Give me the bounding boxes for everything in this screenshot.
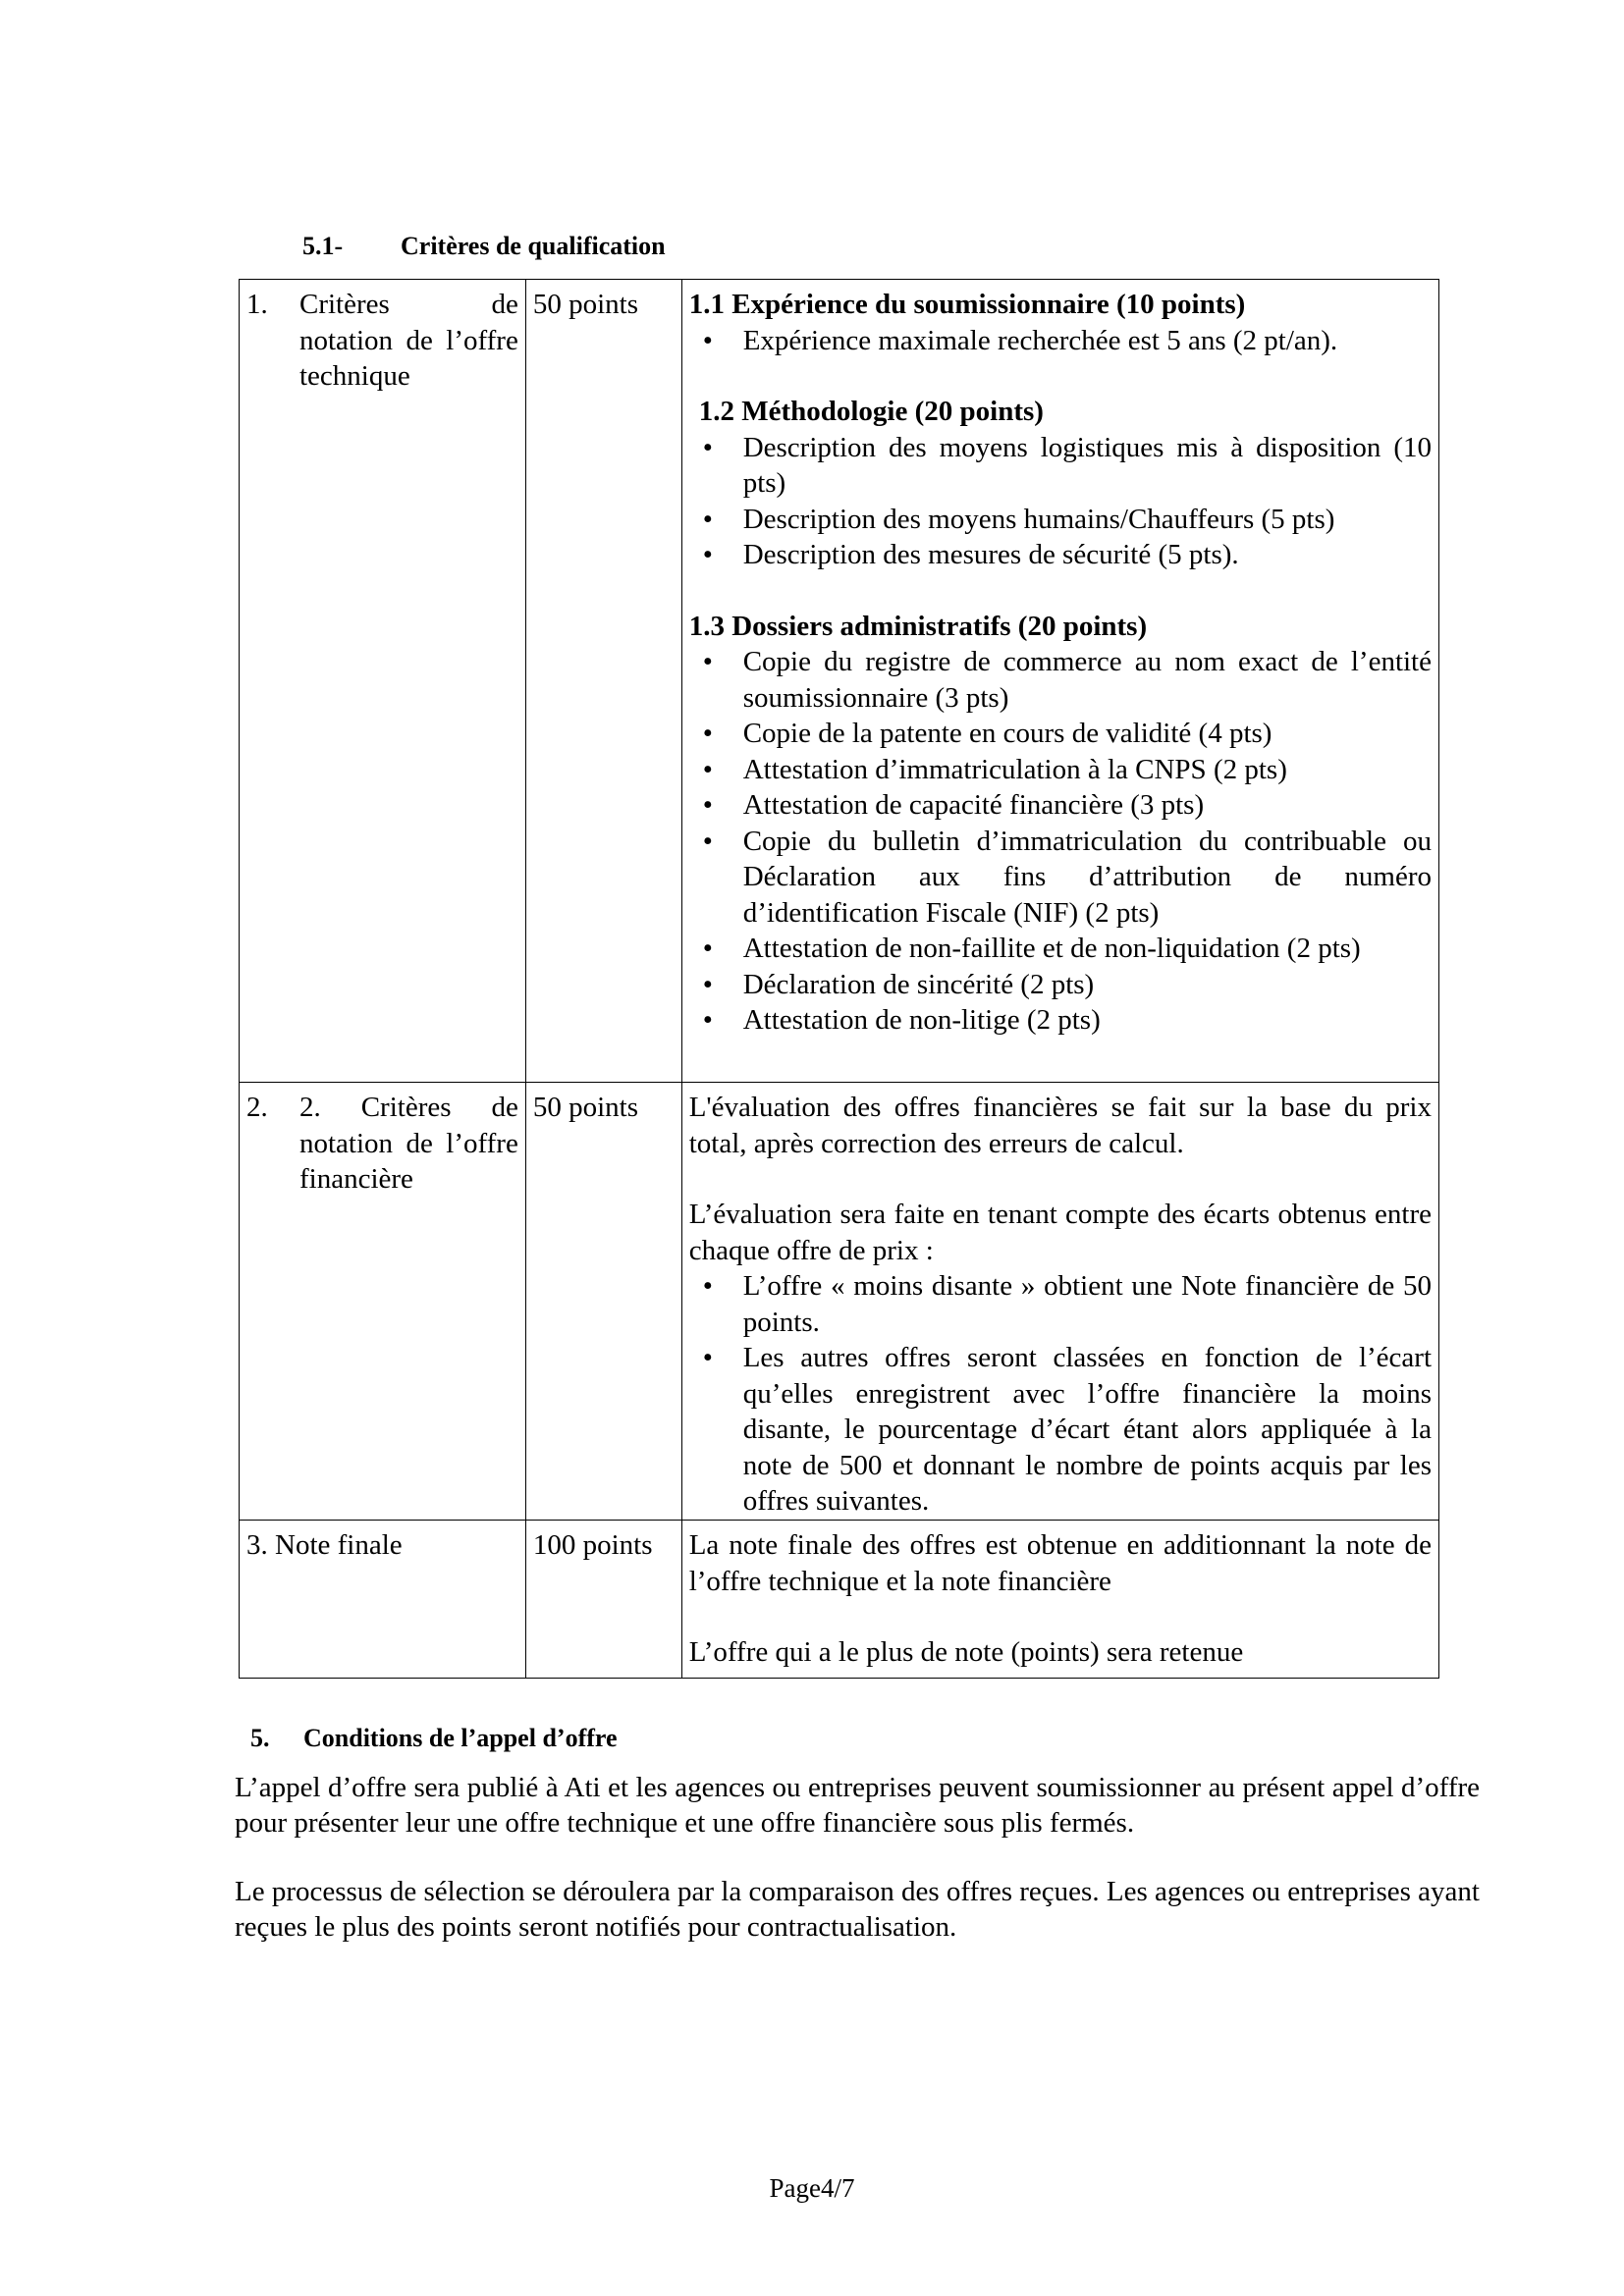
- paragraph: L’appel d’offre sera publié à Ati et les agences ou entreprises peuvent soumissionner au présent appel d’offre pour présenter leur une offre technique et une offre financière sous plis fermés.: [235, 1772, 1480, 1839]
- bullet-list: [689, 430, 1432, 573]
- subsection-title: 1.1 Expérience du soumissionnaire (10 points): [688, 289, 1246, 320]
- list-item: • Déclaration de sincérité (2 pts): [689, 967, 1432, 1003]
- list-item: • Description des moyens humains/Chauffeurs (5 pts): [689, 502, 1432, 538]
- subsection-title: 1.2 Méthodologie (20 points): [698, 396, 1044, 427]
- bullet-list: [689, 323, 1432, 359]
- criteria-label-cell: [240, 1521, 526, 1679]
- points-cell: [525, 280, 681, 1083]
- bullet-list: [689, 1268, 1432, 1520]
- list-item: • Copie du registre de commerce au nom exact de l’entité soumissionnaire (3 pts): [689, 644, 1432, 716]
- table-row: [240, 1083, 1439, 1521]
- table-row: [240, 1521, 1439, 1679]
- conditions-title: Conditions de l’appel d’offre: [303, 1724, 618, 1752]
- criteria-label: 3. Note finale: [246, 1529, 403, 1561]
- subsection-title: 1.3 Dossiers administratifs (20 points): [688, 610, 1148, 642]
- list-item: • Description des moyens logistiques mis à disposition (10 pts): [689, 430, 1432, 502]
- points-cell: [525, 1083, 681, 1521]
- points-value: 50 points: [532, 289, 638, 320]
- table-row: [240, 280, 1439, 1083]
- section-number: 5.1-: [302, 232, 344, 260]
- criteria-label-cell: [240, 280, 526, 1083]
- list-item: • Attestation d’immatriculation à la CNPS (2 pts): [689, 752, 1432, 788]
- criteria-label: Critères de notation de l’offre technique: [299, 289, 518, 392]
- conditions-heading: [250, 1724, 618, 1753]
- row-number: 2.: [246, 1092, 268, 1123]
- conditions-number: 5.: [250, 1724, 270, 1752]
- list-item: • Copie de la patente en cours de validité (4 pts): [689, 716, 1432, 752]
- list-item: • Attestation de capacité financière (3 pts): [689, 787, 1432, 824]
- paragraph: L’évaluation sera faite en tenant compte des écarts obtenus entre chaque offre de prix :: [688, 1199, 1432, 1266]
- paragraph: L'évaluation des offres financières se fait sur la base du prix total, après correction des erreurs de calcul.: [688, 1092, 1432, 1159]
- section-title: Critères de qualification: [401, 232, 666, 260]
- paragraph: Le processus de sélection se déroulera par la comparaison des offres reçues. Les agences ou entreprises ayant reçues le plus des points seront notifiés pour contractualisation.: [235, 1876, 1480, 1943]
- paragraph: L’offre qui a le plus de note (points) sera retenue: [688, 1636, 1244, 1668]
- row-number: 1.: [246, 289, 268, 320]
- points-value: 50 points: [532, 1092, 638, 1123]
- list-item: • L’offre « moins disante » obtient une Note financière de 50 points.: [689, 1268, 1432, 1340]
- section-heading: [302, 232, 666, 261]
- list-item: • Expérience maximale recherchée est 5 ans (2 pt/an).: [689, 323, 1432, 359]
- list-item: • Attestation de non-faillite et de non-liquidation (2 pts): [689, 931, 1432, 967]
- criteria-table: [239, 279, 1439, 1679]
- criteria-label: 2. Critères de notation de l’offre financière: [299, 1092, 518, 1195]
- list-item: • Attestation de non-litige (2 pts): [689, 1002, 1432, 1039]
- list-item: • Copie du bulletin d’immatriculation du contribuable ou Déclaration aux fins d’attribution de numéro d’identification Fiscale (NIF) (2 pts): [689, 824, 1432, 932]
- criteria-detail-cell: [681, 280, 1438, 1083]
- page-number: Page4/7: [769, 2173, 855, 2203]
- criteria-label-cell: [240, 1083, 526, 1521]
- criteria-detail-cell: [681, 1521, 1438, 1679]
- bullet-list: [689, 644, 1432, 1039]
- criteria-detail-cell: [681, 1083, 1438, 1521]
- paragraph: La note finale des offres est obtenue en additionnant la note de l’offre technique et la note financière: [688, 1529, 1432, 1597]
- list-item: • Description des mesures de sécurité (5 pts).: [689, 537, 1432, 573]
- points-cell: [525, 1521, 681, 1679]
- list-item: • Les autres offres seront classées en fonction de l’écart qu’elles enregistrent avec l’offre financière la moins disante, le pourcentage d’écart étant alors appliquée à la note de 500 et donnant le nombre de points acquis par les offres suivantes.: [689, 1340, 1432, 1520]
- points-value: 100 points: [532, 1529, 653, 1561]
